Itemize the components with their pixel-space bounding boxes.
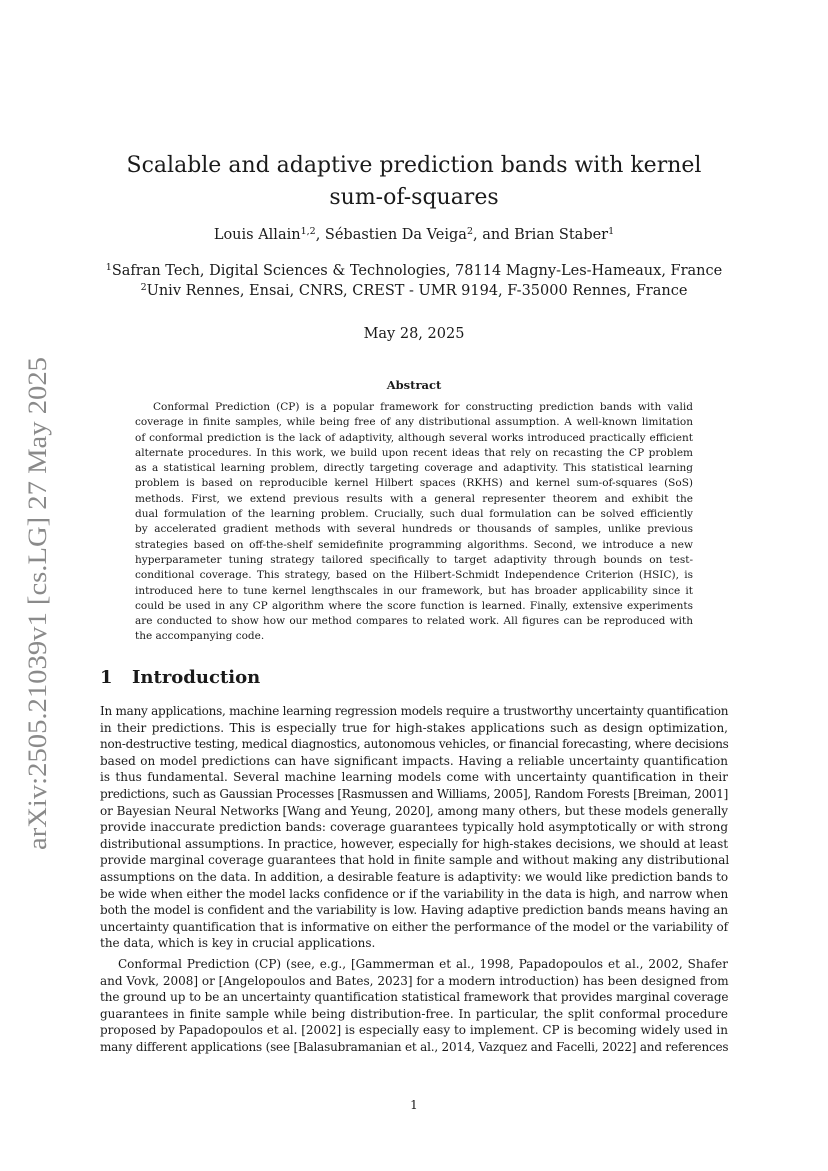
author-affiliation-mark: 1 [608,226,615,237]
paragraph [100,956,728,1056]
paragraph-line: is thus fundamental. Several machine learning models come with uncertainty quantification in their [100,770,728,785]
paragraph-line: proposed by Papadopoulos et al. [2002] is especially easy to implement. CP is becoming widely used in [100,1023,728,1038]
affiliation [100,281,728,301]
section-title: Introduction [132,667,261,688]
page-number: 1 [410,1098,418,1112]
paper-title-line-1: Scalable and adaptive prediction bands with kernel [126,153,702,178]
abstract-line: coverage in finite samples, while being free of any distributional assumption. A well-known limitation [135,416,693,429]
section-body [100,703,728,1055]
paper-title [100,150,728,214]
abstract-line: introduced here to tune kernel lengthscales in our framework, but has broader applicability since it [135,584,693,597]
paragraph-line: assumptions on the data. In addition, a desirable feature is adaptivity: we would like prediction bands to [100,869,728,884]
abstract-line: methods. First, we extend previous results with a general representer theorem and exhibit the [135,492,693,505]
paragraph [100,703,728,952]
abstract-line: alternate procedures. In this work, we build upon recent ideas that rely on recasting the CP problem [135,446,693,459]
abstract-line: as a statistical learning problem, directly targeting coverage and adaptivity. This statistical learning [135,462,693,475]
abstract-line: Conformal Prediction (CP) is a popular framework for constructing prediction bands with valid [153,401,693,413]
paragraph-line: distributional assumptions. In practice, however, especially for high-stakes decisions, we should at least [100,836,728,851]
author-name: Louis Allain [213,227,301,243]
author-name: Sébastien Da Veiga [324,227,467,243]
author-name: Brian Staber [514,227,609,243]
abstract-line: the accompanying code. [135,630,265,643]
paragraph-line: or Bayesian Neural Networks [Wang and Yeung, 2020], among many others, but these models generally [100,803,728,818]
paragraph-line: provide marginal coverage guarantees that hold in finite sample and without making any distributional [100,853,730,868]
abstract-line: could be used in any CP algorithm where the score function is learned. Finally, extensive experiments [135,599,693,612]
paragraph-line: provide inaccurate prediction bands: coverage guarantees typically hold asymptotically or with strong [100,820,728,835]
abstract-line: dual formulation of the learning problem. Crucially, such dual formulation can be solved efficiently [135,508,693,521]
paragraph-line: In many applications, machine learning regression models require a trustworthy uncertainty quantification [100,704,729,718]
affiliations [100,261,728,301]
abstract-line: by accelerated gradient methods with several hundreds or thousands of samples, unlike previous [135,523,693,536]
affiliation-mark: 2 [140,282,147,293]
author-separator: , [315,227,325,243]
abstract-line: of conformal prediction is the lack of adaptivity, although several works introduced practically efficient [135,431,693,444]
author-affiliation-mark: 1,2 [300,226,316,237]
abstract-line: hyperparameter tuning strategy tailored specifically to target adaptivity through bounds on test- [135,553,693,566]
abstract-heading: Abstract [386,378,442,392]
paragraph-line: be wide when either the model lacks confidence or if the variability in the data is high, and narrow when [100,886,729,901]
paragraph-line: the ground up to be an uncertainty quantification statistical framework that provides marginal coverage [100,990,729,1005]
paragraph-line: and Vovk, 2008] or [Angelopoulos and Bates, 2023] for a modern introduction) has been designed from [100,973,729,988]
publication-date: May 28, 2025 [363,326,465,342]
section-heading-introduction [100,667,260,688]
affiliation [100,261,728,281]
paragraph-line: both the model is confident and the variability is low. Having adaptive prediction bands means having an [100,903,729,918]
paragraph-line: Conformal Prediction (CP) (see, e.g., [Gammerman et al., 1998, Papadopoulos et al., 2002, Shafer [118,956,728,971]
author-list [100,227,728,243]
abstract-line: problem is based on reproducible kernel Hilbert spaces (RKHS) and kernel sum-of-squares (SoS) [135,477,693,490]
affiliation-text: Univ Rennes, Ensai, CNRS, CREST - UMR 9194, F-35000 Rennes, France [146,283,688,299]
paper-title-line-2: sum-of-squares [329,185,499,210]
paragraph-line: many different applications (see [Balasubramanian et al., 2014, Vazquez and Facelli, 2022] and references [100,1039,729,1054]
paragraph-line: based on model predictions can have significant impacts. Having a reliable uncertainty quantification [100,753,728,768]
arxiv-stamp-text: arXiv:2505.21039v1 [cs.LG] 27 May 2025 [23,402,52,850]
paragraph-line: in their predictions. This is especially true for high-stakes applications such as design optimization, [100,720,728,735]
section-number: 1 [100,667,113,688]
paragraph-line: predictions, such as Gaussian Processes [Rasmussen and Williams, 2005], Random Forests [Breiman, 2001] [100,786,728,801]
arxiv-identifier-stamp [8,355,58,850]
paragraph-line: the data, which is key in crucial applications. [100,936,376,951]
paragraph-line: uncertainty quantification that is informative on either the performance of the model or the variability of [100,919,728,934]
affiliation-text: Safran Tech, Digital Sciences & Technologies, 78114 Magny-Les-Hameaux, France [111,263,723,279]
affiliation-mark: 1 [105,262,112,273]
abstract-body [135,400,693,645]
paragraph-line: guarantees in finite sample while being distribution-free. In particular, the split conformal procedure [100,1006,728,1021]
abstract-line: are conducted to show how our method compares to related work. All figures can be reproduced with [135,615,693,628]
author-affiliation-mark: 2 [466,226,473,237]
abstract-line: strategies based on off-the-shelf semidefinite programming algorithms. Second, we introduce a new [135,538,693,551]
paragraph-line: non-destructive testing, medical diagnostics, autonomous vehicles, or financial forecasting, where decisions [100,737,729,752]
author-separator: , and [473,227,515,243]
abstract-line: conditional coverage. This strategy, based on the Hilbert-Schmidt Independence Criterion (HSIC), is [135,569,693,582]
